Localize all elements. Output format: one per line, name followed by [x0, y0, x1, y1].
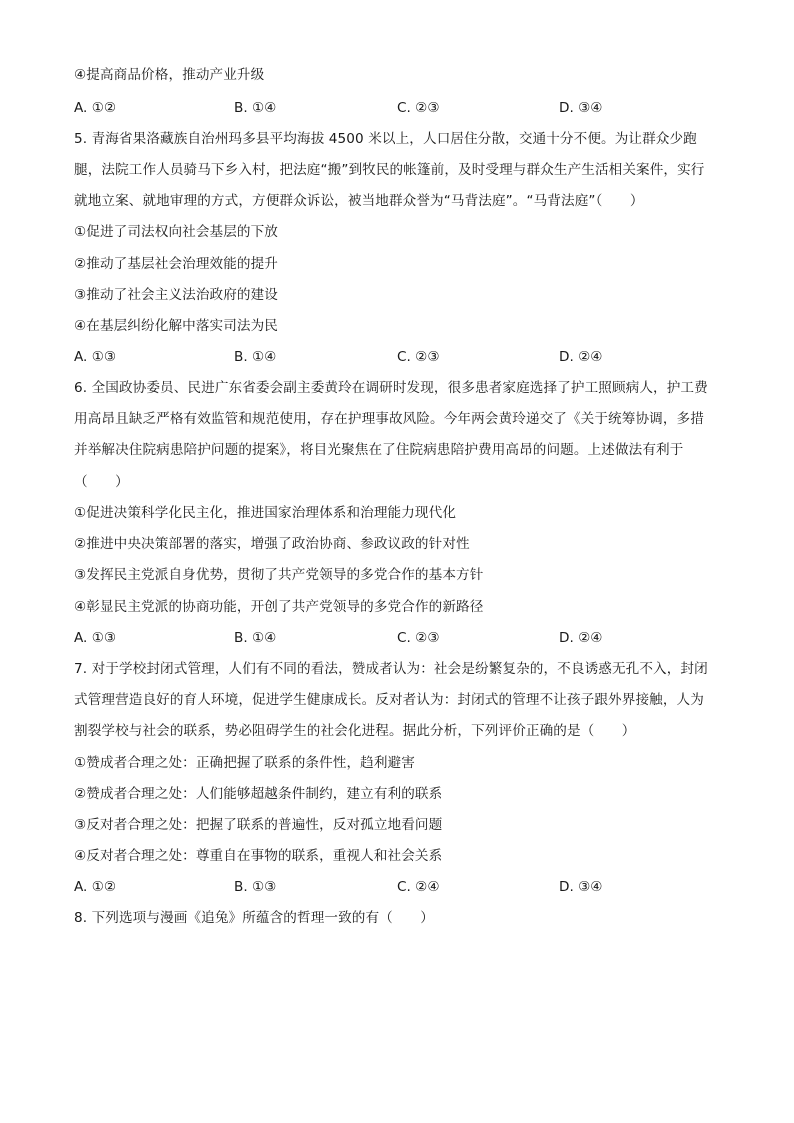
q6-item-4: ④彰显民主党派的协商功能，开创了共产党领导的多党合作的新路径 — [74, 599, 484, 615]
q7-stem-line-1: 7. 对于学校封闭式管理，人们有不同的看法，赞成者认为：社会是纷繁复杂的，不良诱惑无孔不入，封闭 — [74, 661, 708, 677]
q7-option-a: A. ①② — [74, 879, 117, 895]
q6-stem-line-2: 用高昂且缺乏严格有效监管和规范使用，存在护理事故风险。今年两会黄玲递交了《关于统筹协调，多措 — [74, 411, 704, 427]
q4-option-d: D. ③④ — [559, 100, 603, 116]
q6-item-1: ①促进决策科学化民主化，推进国家治理体系和治理能力现代化 — [74, 505, 457, 521]
q5-item-1: ①促进了司法权向社会基层的下放 — [74, 224, 278, 240]
q5-option-c: C. ②③ — [397, 349, 440, 365]
q7-item-4: ④反对者合理之处：尊重自在事物的联系，重视人和社会关系 — [74, 848, 443, 864]
q5-item-2: ②推动了基层社会治理效能的提升 — [74, 256, 278, 272]
q4-option-a: A. ①② — [74, 100, 117, 116]
q7-option-d: D. ③④ — [559, 879, 603, 895]
q7-option-c: C. ②④ — [397, 879, 440, 895]
q5-option-b: B. ①④ — [234, 349, 277, 365]
q5-stem-line-1: 5. 青海省果洛藏族自治州玛多县平均海拔 4500 米以上，人口居住分散，交通十分不便。为让群众少跑 — [74, 131, 697, 147]
q4-options — [74, 98, 724, 118]
q4-option-c: C. ②③ — [397, 100, 440, 116]
q5-stem-line-2: 腿，法院工作人员骑马下乡入村，把法庭“搬”到牧民的帐篷前，及时受理与群众生产生活相关案件，实行 — [74, 162, 705, 178]
q7-stem-line-2: 式管理营造良好的育人环境，促进学生健康成长。反对者认为：封闭式的管理不让孩子跟外界接触，人为 — [74, 692, 704, 708]
q6-item-3: ③发挥民主党派自身优势，贯彻了共产党领导的多党合作的基本方针 — [74, 567, 484, 583]
q5-item-3: ③推动了社会主义法治政府的建设 — [74, 287, 278, 303]
q6-stem-line-4: （ ） — [74, 474, 129, 490]
q7-item-2: ②赞成者合理之处：人们能够超越条件制约，建立有利的联系 — [74, 786, 443, 802]
q6-item-2: ②推进中央决策部署的落实，增强了政治协商、参政议政的针对性 — [74, 536, 470, 552]
q6-stem-line-1: 6. 全国政协委员、民进广东省委会副主委黄玲在调研时发现，很多患者家庭选择了护工照顾病人，护工费 — [74, 380, 708, 396]
q4-option-b: B. ①④ — [234, 100, 277, 116]
q7-item-1: ①赞成者合理之处：正确把握了联系的条件性，趋利避害 — [74, 755, 415, 771]
q6-option-d: D. ②④ — [559, 630, 603, 646]
q6-option-a: A. ①③ — [74, 630, 117, 646]
q7-stem-line-3: 割裂学校与社会的联系，势必阻碍学生的社会化进程。据此分析，下列评价正确的是（ ） — [74, 723, 636, 739]
q8-stem: 8. 下列选项与漫画《追兔》所蕴含的哲理一致的有（ ） — [74, 910, 434, 926]
q5-option-d: D. ②④ — [559, 349, 603, 365]
q7-options — [74, 877, 724, 897]
q6-option-b: B. ①④ — [234, 630, 277, 646]
q5-option-a: A. ①③ — [74, 349, 117, 365]
q6-option-c: C. ②③ — [397, 630, 440, 646]
q5-stem-line-3: 就地立案、就地审理的方式，方便群众诉讼，被当地群众誉为“马背法庭”。“马背法庭”（ ） — [74, 193, 644, 209]
q7-item-3: ③反对者合理之处：把握了联系的普遍性，反对孤立地看问题 — [74, 817, 443, 833]
q6-stem-line-3: 并举解决住院病患陪护问题的提案》，将目光聚焦在了住院病患陪护费用高昂的问题。上述做法有利于 — [74, 442, 684, 458]
q5-item-4: ④在基层纠纷化解中落实司法为民 — [74, 318, 278, 334]
q6-options — [74, 628, 724, 648]
q7-option-b: B. ①③ — [234, 879, 277, 895]
q4-item-4: ④提高商品价格，推动产业升级 — [74, 67, 265, 83]
q5-options — [74, 347, 724, 367]
